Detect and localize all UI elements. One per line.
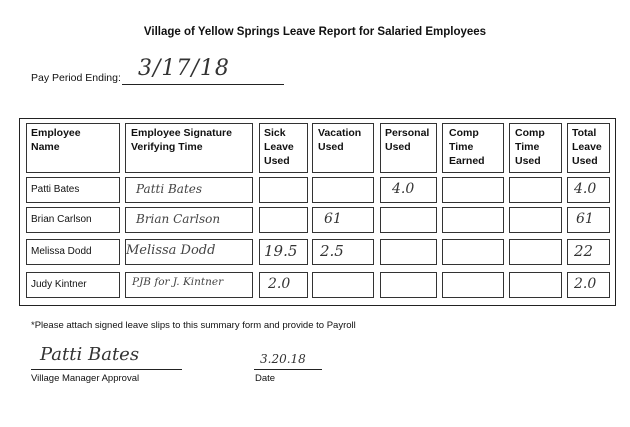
personal-cell [380, 272, 437, 298]
personal-cell [380, 207, 437, 233]
comp-earned-cell [442, 207, 504, 233]
total-value: 61 [576, 211, 594, 227]
employee-name: Melissa Dodd [31, 246, 92, 257]
comp-used-cell [509, 239, 562, 265]
total-value: 22 [574, 242, 594, 260]
sick-value: 2.0 [268, 276, 291, 292]
vacation-cell [312, 272, 374, 298]
document-title: Village of Yellow Springs Leave Report for Salaried Employees [143, 26, 487, 38]
pay-period-value: 3/17/18 [138, 56, 230, 81]
pay-period-label: Pay Period Ending: [31, 72, 121, 84]
approval-signature-line [31, 369, 182, 370]
vacation-value: 2.5 [320, 242, 344, 260]
header-personal: Personal Used [385, 127, 430, 153]
header-comp-earned: Comp Time Earned [449, 127, 485, 167]
employee-signature: Patti Bates [136, 182, 203, 196]
employee-name: Patti Bates [31, 184, 80, 195]
sick-cell [259, 177, 308, 203]
approval-label: Village Manager Approval [31, 373, 140, 384]
comp-earned-cell [442, 177, 504, 203]
date-value: 3.20.18 [260, 352, 306, 366]
total-value: 4.0 [574, 181, 597, 197]
comp-earned-cell [442, 272, 504, 298]
header-vacation: Vacation Used [318, 127, 362, 153]
comp-used-cell [509, 207, 562, 233]
comp-earned-cell [442, 239, 504, 265]
header-employee-name: Employee Name [31, 127, 81, 153]
employee-signature: Brian Carlson [136, 212, 221, 226]
vacation-cell [312, 207, 374, 233]
header-signature: Employee Signature Verifying Time [131, 127, 232, 153]
sick-value: 19.5 [264, 242, 298, 260]
sick-cell [259, 207, 308, 233]
comp-used-cell [509, 177, 562, 203]
payroll-note: *Please attach signed leave slips to this summary form and provide to Payroll [31, 320, 356, 331]
comp-used-cell [509, 272, 562, 298]
personal-cell [380, 239, 437, 265]
vacation-cell [312, 177, 374, 203]
header-sick-leave: Sick Leave Used [264, 127, 294, 167]
total-value: 2.0 [574, 276, 597, 292]
date-label: Date [255, 373, 276, 384]
employee-signature: Melissa Dodd [126, 243, 216, 258]
header-total-leave: Total Leave Used [572, 127, 602, 167]
header-comp-used: Comp Time Used [515, 127, 545, 167]
employee-name: Judy Kintner [31, 279, 87, 290]
approval-signature: Patti Bates [40, 344, 140, 365]
employee-name: Brian Carlson [31, 214, 92, 225]
vacation-value: 61 [324, 211, 342, 227]
date-line [254, 369, 322, 370]
pay-period-line [122, 84, 284, 85]
employee-signature: PJB for J. Kintner [132, 276, 224, 288]
personal-value: 4.0 [392, 181, 415, 197]
